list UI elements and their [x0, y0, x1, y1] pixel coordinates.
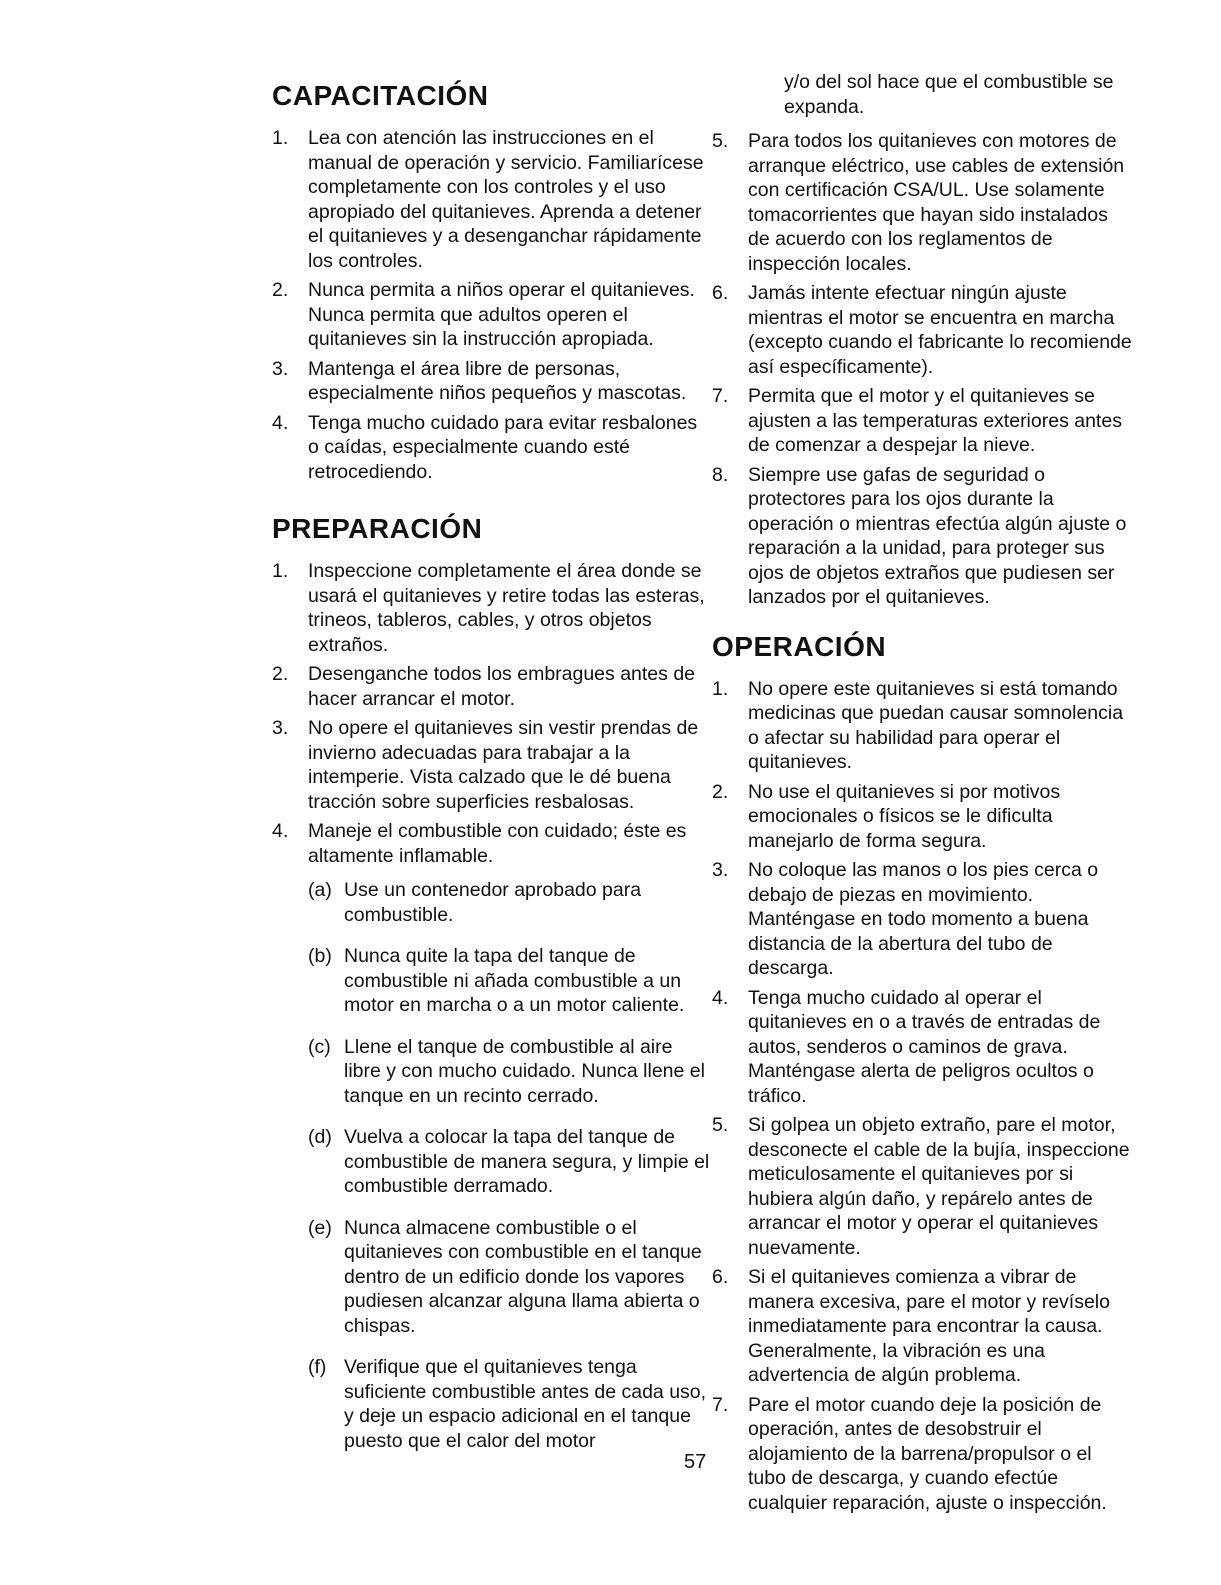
list-item [712, 281, 1132, 379]
sub-item-label: (b) [308, 945, 332, 967]
item-text: Si el quitanieves comienza a vibrar de manera excesiva, pare el motor y revíselo inmediatamente para encontrar la causa. Generalmente, la vibración es una advertencia de algún problema. [748, 1266, 1110, 1386]
sub-list-item [308, 878, 712, 927]
list-item [272, 411, 712, 485]
sub-item-label: (a) [308, 879, 332, 901]
sub-list-item [308, 944, 712, 1018]
list-item [272, 126, 712, 273]
sub-item-text: Use un contenedor aprobado para combustible. [344, 879, 642, 926]
item-text: Para todos los quitanieves con motores de arranque eléctrico, use cables de extensión con certificación CSA/UL. Use solamente tomacorrientes que hayan sido instalados de acuerdo con los reglamentos de inspección locales. [748, 130, 1125, 275]
fuel-sub-list [308, 878, 712, 1453]
item-number: 3. [272, 717, 289, 739]
section-heading-preparacion: PREPARACIÓN [272, 513, 483, 544]
item-number: 1. [272, 127, 289, 149]
item-text: Inspeccione completamente el área donde se usará el quitanieves y retire todas las esteras, trineos, tableros, cables, y otros objetos extraños. [308, 560, 705, 656]
list-item [712, 384, 1132, 458]
sub-item-text: Llene el tanque de combustible al aire libre y con mucho cuidado. Nunca llene el tanque en un recinto cerrado. [344, 1035, 705, 1107]
item-number: 2. [272, 279, 289, 301]
list-item [272, 662, 712, 711]
item-text: Si golpea un objeto extraño, pare el motor, desconecte el cable de la bujía, inspeccione meticulosamente el quitanieves por si hubiera algún daño, y repárelo antes de arrancar el motor y operar el quitanieves nuevamente. [748, 1114, 1130, 1259]
list-item [712, 1393, 1132, 1516]
item-number: 3. [712, 859, 729, 881]
item-number: 2. [272, 663, 289, 685]
list-item [712, 463, 1132, 610]
item-text: Tenga mucho cuidado al operar el quitanieves en o a través de entradas de autos, senderos o caminos de grava. Manténgase alerta de peligros ocultos o tráfico. [748, 986, 1101, 1107]
item-number: 4. [712, 986, 729, 1009]
list-item [272, 357, 712, 406]
sub-item-label: (d) [308, 1126, 332, 1148]
sub-list-item [308, 1035, 712, 1109]
item-number: 6. [712, 282, 729, 304]
item-text: No use el quitanieves si por motivos emocionales o físicos se le dificulta manejarlo de forma segura. [748, 780, 1061, 852]
item-number: 5. [712, 1114, 729, 1136]
sub-item-text: Nunca almacene combustible o el quitanieves con combustible en el tanque dentro de un edificio donde los vapores pudiesen alcanzar alguna llama abierta o chispas. [344, 1216, 702, 1337]
item-text: Tenga mucho cuidado para evitar resbalones o caídas, especialmente cuando esté retrocediendo. [308, 411, 698, 483]
list-item [272, 559, 712, 657]
sub-list-item [308, 1125, 712, 1199]
sub-item-text: Nunca quite la tapa del tanque de combustible ni añada combustible a un motor en marcha o a un motor caliente. [344, 945, 685, 1016]
section-heading-capacitacion: CAPACITACIÓN [272, 80, 489, 111]
item-text: Jamás intente efectuar ningún ajuste mientras el motor se encuentra en marcha (excepto cuando el fabricante lo recomiende así específicamente). [748, 282, 1132, 378]
preparacion-list-continued [712, 129, 1132, 610]
item-number: 1. [712, 677, 729, 700]
item-text: Maneje el combustible con cuidado; éste es altamente inflamable. [308, 820, 687, 867]
sub-item-label: (f) [308, 1356, 327, 1378]
list-item [712, 1113, 1132, 1260]
sub-item-text: Verifique que el quitanieves tenga suficiente combustible antes de cada uso, y deje un espacio adicional en el tanque puesto que el calor del motor [344, 1356, 707, 1452]
list-item [712, 129, 1132, 276]
list-item [712, 677, 1132, 775]
item-number: 6. [712, 1266, 729, 1288]
item-text: Nunca permita a niños operar el quitanieves. Nunca permita que adultos operen el quitanieves sin la instrucción apropiada. [308, 279, 695, 350]
sub-item-label: (e) [308, 1216, 332, 1239]
list-item [272, 819, 712, 1453]
item-text: Pare el motor cuando deje la posición de operación, antes de desobstruir el alojamiento de la barrena/propulsor o el tubo de descarga, y cuando efectúe cualquier reparación, ajuste o inspección. [748, 1393, 1107, 1514]
item-number: 3. [272, 357, 289, 380]
section-heading-operacion: OPERACIÓN [712, 630, 887, 662]
item-number: 8. [712, 463, 729, 486]
preparacion-list [272, 559, 712, 1453]
item-number: 5. [712, 130, 729, 152]
item-text: Siempre use gafas de seguridad o protectores para los ojos durante la operación o mientras efectúa algún ajuste o reparación a la unidad, para proteger sus ojos de objetos extraños que pudiesen ser lanzados por el quitanieves. [748, 463, 1127, 608]
list-item [272, 278, 712, 352]
item-text: No coloque las manos o los pies cerca o debajo de piezas en movimiento. Manténgase en todo momento a buena distancia de la abertura del tubo de descarga. [748, 859, 1099, 979]
item-number: 2. [712, 780, 729, 803]
list-item [272, 716, 712, 814]
item-text: No opere el quitanieves sin vestir prendas de invierno adecuadas para trabajar a la intemperie. Vista calzado que le dé buena tracción sobre superficies resbalosas. [308, 717, 699, 813]
sub-list-item [308, 1216, 712, 1339]
item-text: Permita que el motor y el quitanieves se ajusten a las temperaturas exteriores antes de comenzar a despejar la nieve. [748, 385, 1122, 456]
item-number: 7. [712, 385, 729, 407]
item-text: No opere este quitanieves si está tomando medicinas que puedan causar somnolencia o afectar su habilidad para operar el quitanieves. [748, 677, 1124, 773]
continued-text: y/o del sol hace que el combustible se expanda. [784, 71, 1114, 118]
list-item [712, 858, 1132, 981]
sub-item-text: Vuelva a colocar la tapa del tanque de combustible de manera segura, y limpie el combustible derramado. [344, 1126, 710, 1197]
list-item [712, 1265, 1132, 1388]
left-column [272, 70, 712, 1470]
page-number: 57 [684, 1451, 707, 1473]
item-text: Desenganche todos los embragues antes de hacer arrancar el motor. [308, 663, 696, 710]
item-number: 7. [712, 1393, 729, 1416]
item-number: 4. [272, 820, 289, 842]
item-text: Lea con atención las instrucciones en el manual de operación y servicio. Familiarícese completamente con los controles y el uso apropiado del quitanieves. Aprenda a detener el quitanieves y a desenganchar rápidamente los controles. [308, 127, 704, 272]
list-item [712, 780, 1132, 854]
item-text: Mantenga el área libre de personas, especialmente niños pequeños y mascotas. [308, 357, 687, 404]
sub-list-item [308, 1355, 712, 1453]
item-number: 1. [272, 560, 289, 582]
sub-item-label: (c) [308, 1035, 331, 1058]
list-item [712, 986, 1132, 1109]
operacion-list [712, 677, 1132, 1516]
item-number: 4. [272, 411, 289, 434]
right-column [712, 70, 1132, 1520]
capacitacion-list [272, 126, 712, 484]
